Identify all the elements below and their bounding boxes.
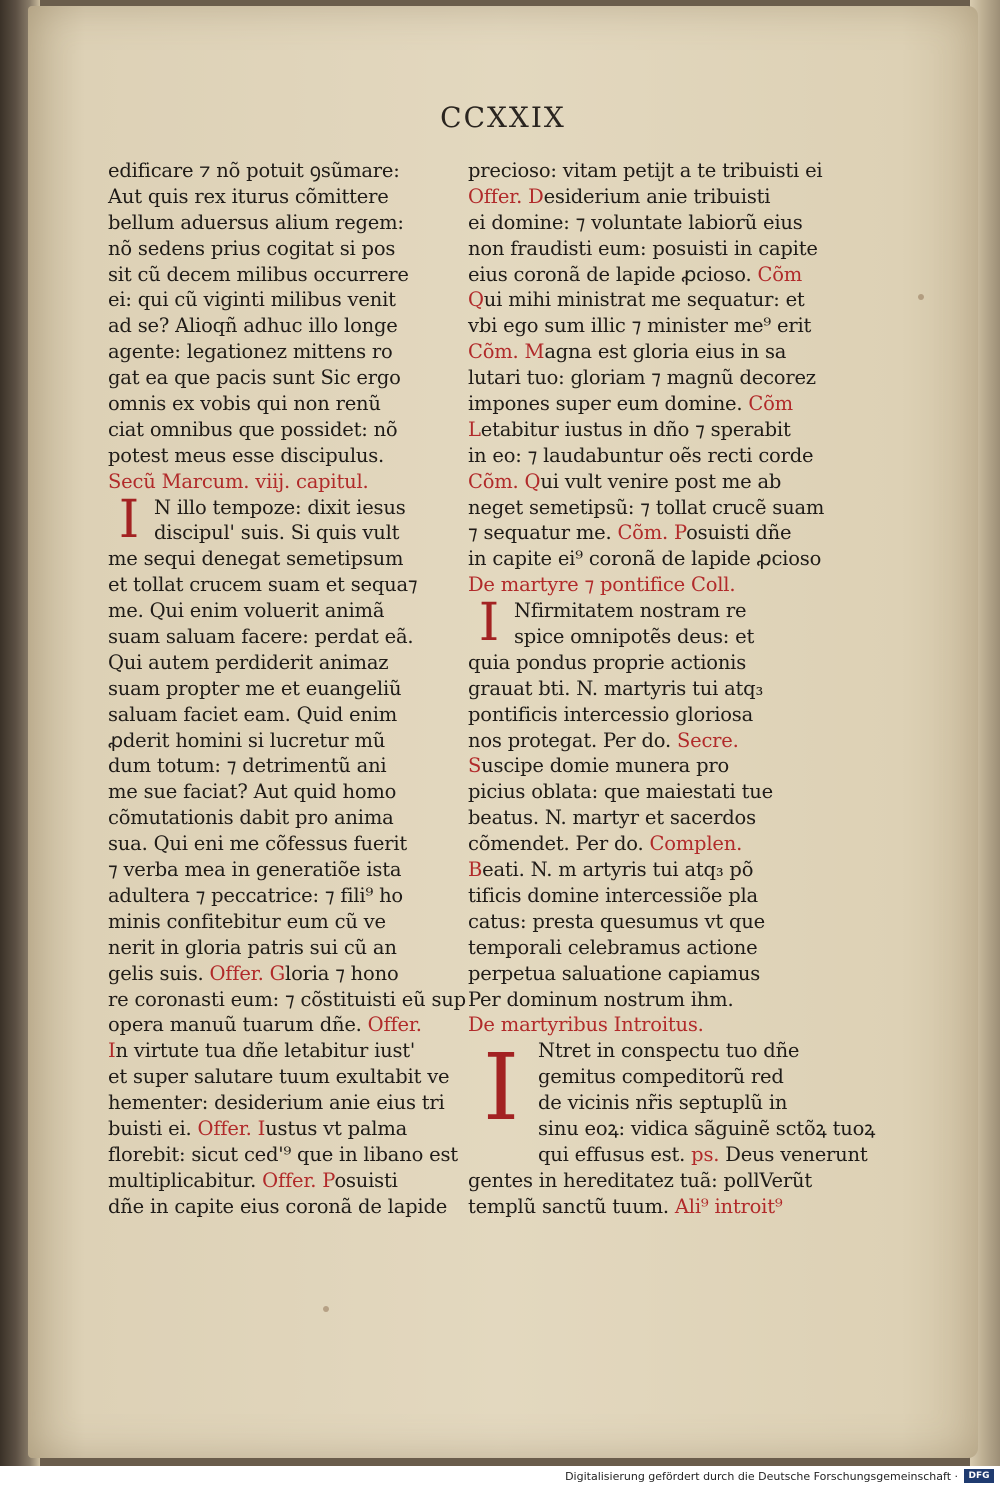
text-line: ei domine: ⁊ voluntate labiorũ eius [468,210,803,234]
text-line: me. Qui enim voluerit animã [108,599,385,623]
text-line: dum totum: ⁊ detrimentũ ani [108,754,387,778]
body-text: eati. N. m artyris tui atq₃ põ [482,858,754,882]
rubric-text: Offer. [367,1013,422,1037]
body-text: osuisti dñe [686,521,792,545]
body-text: Deus venerunt [719,1142,868,1166]
rubric-heading: Secũ Marcum. viij. capitul. [108,469,369,493]
rubric-text: ps. [691,1142,720,1166]
text-line: pontificis intercessio gloriosa [468,702,754,726]
text-line [468,1194,828,1220]
rubric-text: Q [468,288,484,312]
folio-number [28,101,978,134]
text-line [468,391,828,417]
text-line [468,287,828,313]
text-line: ad se? Alioqñ adhuc illo longe [108,314,398,338]
text-line: grauat bti. N. martyris tui atq₃ [468,676,764,700]
left-text-column [108,158,466,1220]
text-line: ei: qui cũ viginti milibus venit [108,288,396,312]
rubric-text: Cõm [748,392,793,416]
text-line: spice omnipotẽs deus: et [514,625,755,649]
text-line: tificis domine intercessiõe pla [468,883,758,907]
text-line: gemitus compeditorũ red [538,1065,784,1089]
text-line: ⁊ verba mea in generatiõe ista [108,858,402,882]
text-line: saluam faciet eam. Quid enim [108,702,398,726]
text-line: perpetua saluatione capiamus [468,961,761,985]
text-line: Nfirmitatem nostram re [514,599,747,623]
body-text: templũ sanctũ tuum. [468,1194,675,1218]
text-line: omnis ex vobis qui non renũ [108,392,381,416]
rubric-heading: De martyribus Introitus. [468,1013,704,1037]
text-line: hementer: desiderium anie eius tri [108,1091,445,1115]
body-text: impones super eum domine. [468,392,749,416]
initial-capital-large: I [482,1034,520,1142]
text-line [468,262,828,288]
text-line: dñe in capite eius coronã de lapide [108,1194,448,1218]
initial-capital: I [478,593,500,654]
body-text: esiderium anie tribuisti [543,184,771,208]
text-line: catus: presta quesumus vt que [468,909,765,933]
body-text: ui vult venire post me ab [540,469,782,493]
rubric-text: Cõm. Q [468,469,541,493]
text-line: minis confitebitur eum cũ ve [108,909,386,933]
body-text: ui mihi ministrat me sequatur: et [483,288,805,312]
text-line: sit cũ decem milibus occurrere [108,262,409,286]
text-line [108,961,458,987]
text-line: ꝓderit homini si lucretur mũ [108,728,386,752]
text-line: N illo tempoze: dixit iesus [154,495,406,519]
body-text: uscipe domie munera pro [481,754,730,778]
body-text: opera manuũ tuarum dñe. [108,1013,368,1037]
text-line: sinu eoꝝ: vidica sãguinẽ sctõꝝ tuoꝝ [538,1116,876,1140]
rubric-text: Offer. G [209,961,286,985]
body-text: buisti ei. [108,1116,198,1140]
rubric-text: Complen. [649,832,743,856]
text-line: florebit: sicut ced'⁹ que in libano est [108,1142,458,1166]
rubric-heading: De martyre ⁊ pontifice Coll. [468,573,736,597]
body-text: nos protegat. Per do. [468,728,677,752]
text-line: precioso: vitam petijt a te tribuisti ei [468,159,823,182]
text-line: neget semetipsũ: ⁊ tollat crucẽ suam [468,495,825,519]
text-line: vbi ego sum illic ⁊ minister me⁹ erit [468,314,812,338]
text-line [108,1012,458,1038]
body-text: n virtute tua dñe letabitur iust' [115,1039,416,1063]
text-line [468,1142,868,1168]
text-line: ciat omnibus que possidet: nõ [108,417,398,441]
body-text: agna est gloria eius in sa [544,340,787,364]
rubric-text: Cõm. P [617,521,687,545]
text-line [468,753,828,779]
paper-stain [918,294,924,300]
text-line: non fraudisti eum: posuisti in capite [468,236,818,260]
rubric-text: Offer. I [197,1116,266,1140]
text-line: picius oblata: que maiestati tue [468,780,773,804]
text-line [468,339,828,365]
body-text: osuisti [334,1168,398,1192]
text-line: temporali celebramus actione [468,935,758,959]
text-line: potest meus esse discipulus. [108,443,385,467]
text-line: re coronasti eum: ⁊ cõstituisti eũ sup [108,987,466,1011]
text-line: nõ sedens prius cogitat si pos [108,236,396,260]
manuscript-page [28,6,978,1458]
rubric-text: L [468,417,481,441]
text-line [108,1038,458,1064]
text-line: gentes in hereditatez tuã: pollVerũt [468,1168,812,1192]
text-line: gat ea que pacis sunt Sic ergo [108,366,401,390]
body-text: cõmendet. Per do. [468,832,650,856]
text-line: Ntret in conspectu tuo dñe [538,1039,800,1063]
rubric-text: B [468,858,483,882]
text-line: quia pondus proprie actionis [468,650,747,674]
body-text: ⁊ sequatur me. [468,521,618,545]
text-line: agente: legationez mittens ro [108,340,393,364]
text-line [468,831,828,857]
rubric-text: Secre. [676,728,739,752]
text-line [468,469,828,495]
rubric-text: Offer. D [468,184,544,208]
rubric-text: Offer. P [262,1168,335,1192]
text-line: cõmutationis dabit pro anima [108,806,394,830]
text-line: lutari tuo: gloriam ⁊ magnũ decorez [468,366,816,390]
rubric-text: Ali⁹ introit⁹ [674,1194,783,1218]
text-line [108,1168,458,1194]
text-line: edificare ⁊ nõ potuit ꝯsũmare: [108,159,400,182]
body-text: loria ⁊ hono [285,961,399,985]
text-line: et tollat crucem suam et sequa⁊ [108,573,418,597]
text-line [468,857,828,883]
text-line: bellum aduersus alium regem: [108,210,404,234]
text-line: adultera ⁊ peccatrice: ⁊ fili⁹ ho [108,883,403,907]
dfg-logo: DFG [964,1469,994,1483]
footer-bar [0,1466,1000,1486]
text-line: me sue faciat? Aut quid homo [108,780,397,804]
initial-capital: I [118,489,140,550]
text-line [468,184,828,210]
text-line: nerit in gloria patris sui cũ an [108,935,397,959]
text-line: in eo: ⁊ laudabuntur oẽs recti corde [468,443,814,467]
body-text: qui effusus est. [538,1142,692,1166]
right-text-column [468,158,876,1220]
paper-stain [323,1306,329,1312]
body-text: gelis suis. [108,961,210,985]
text-line: de vicinis nr̃is septuplũ in [538,1091,788,1115]
text-line: suam saluam facere: perdat eã. [108,625,414,649]
rubric-text: S [468,754,482,778]
text-line [468,417,828,443]
footer-credit: Digitalisierung gefördert durch die Deutsche Forschungsgemeinschaft · [565,1470,958,1483]
text-line [468,520,828,546]
rubric-text: I [108,1039,116,1063]
text-line: Per dominum nostrum ihm. [468,987,734,1011]
text-line: Qui autem perdiderit animaz [108,650,389,674]
text-line: Aut quis rex iturus cõmittere [108,184,389,208]
text-line [468,728,828,754]
body-text: multiplicabitur. [108,1168,263,1192]
body-text: eius coronã de lapide ꝓcioso. [468,262,758,286]
text-line: discipul' suis. Si quis vult [154,521,400,545]
folio-label: CCXXIX [440,101,566,134]
body-text: ustus vt palma [265,1116,408,1140]
text-line: sua. Qui eni me cõfessus fuerit [108,832,408,856]
rubric-text: Cõm. M [468,340,545,364]
body-text: etabitur iustus in dño ⁊ sperabit [480,417,791,441]
text-line: in capite ei⁹ coronã de lapide ꝓcioso [468,547,822,571]
rubric-text: Cõm [757,262,803,286]
text-line: et super salutare tuum exultabit ve [108,1065,450,1089]
text-line: beatus. N. martyr et sacerdos [468,806,756,830]
text-line [108,1116,458,1142]
text-line: me sequi denegat semetipsum [108,547,404,571]
text-line: suam propter me et euangeliũ [108,676,402,700]
